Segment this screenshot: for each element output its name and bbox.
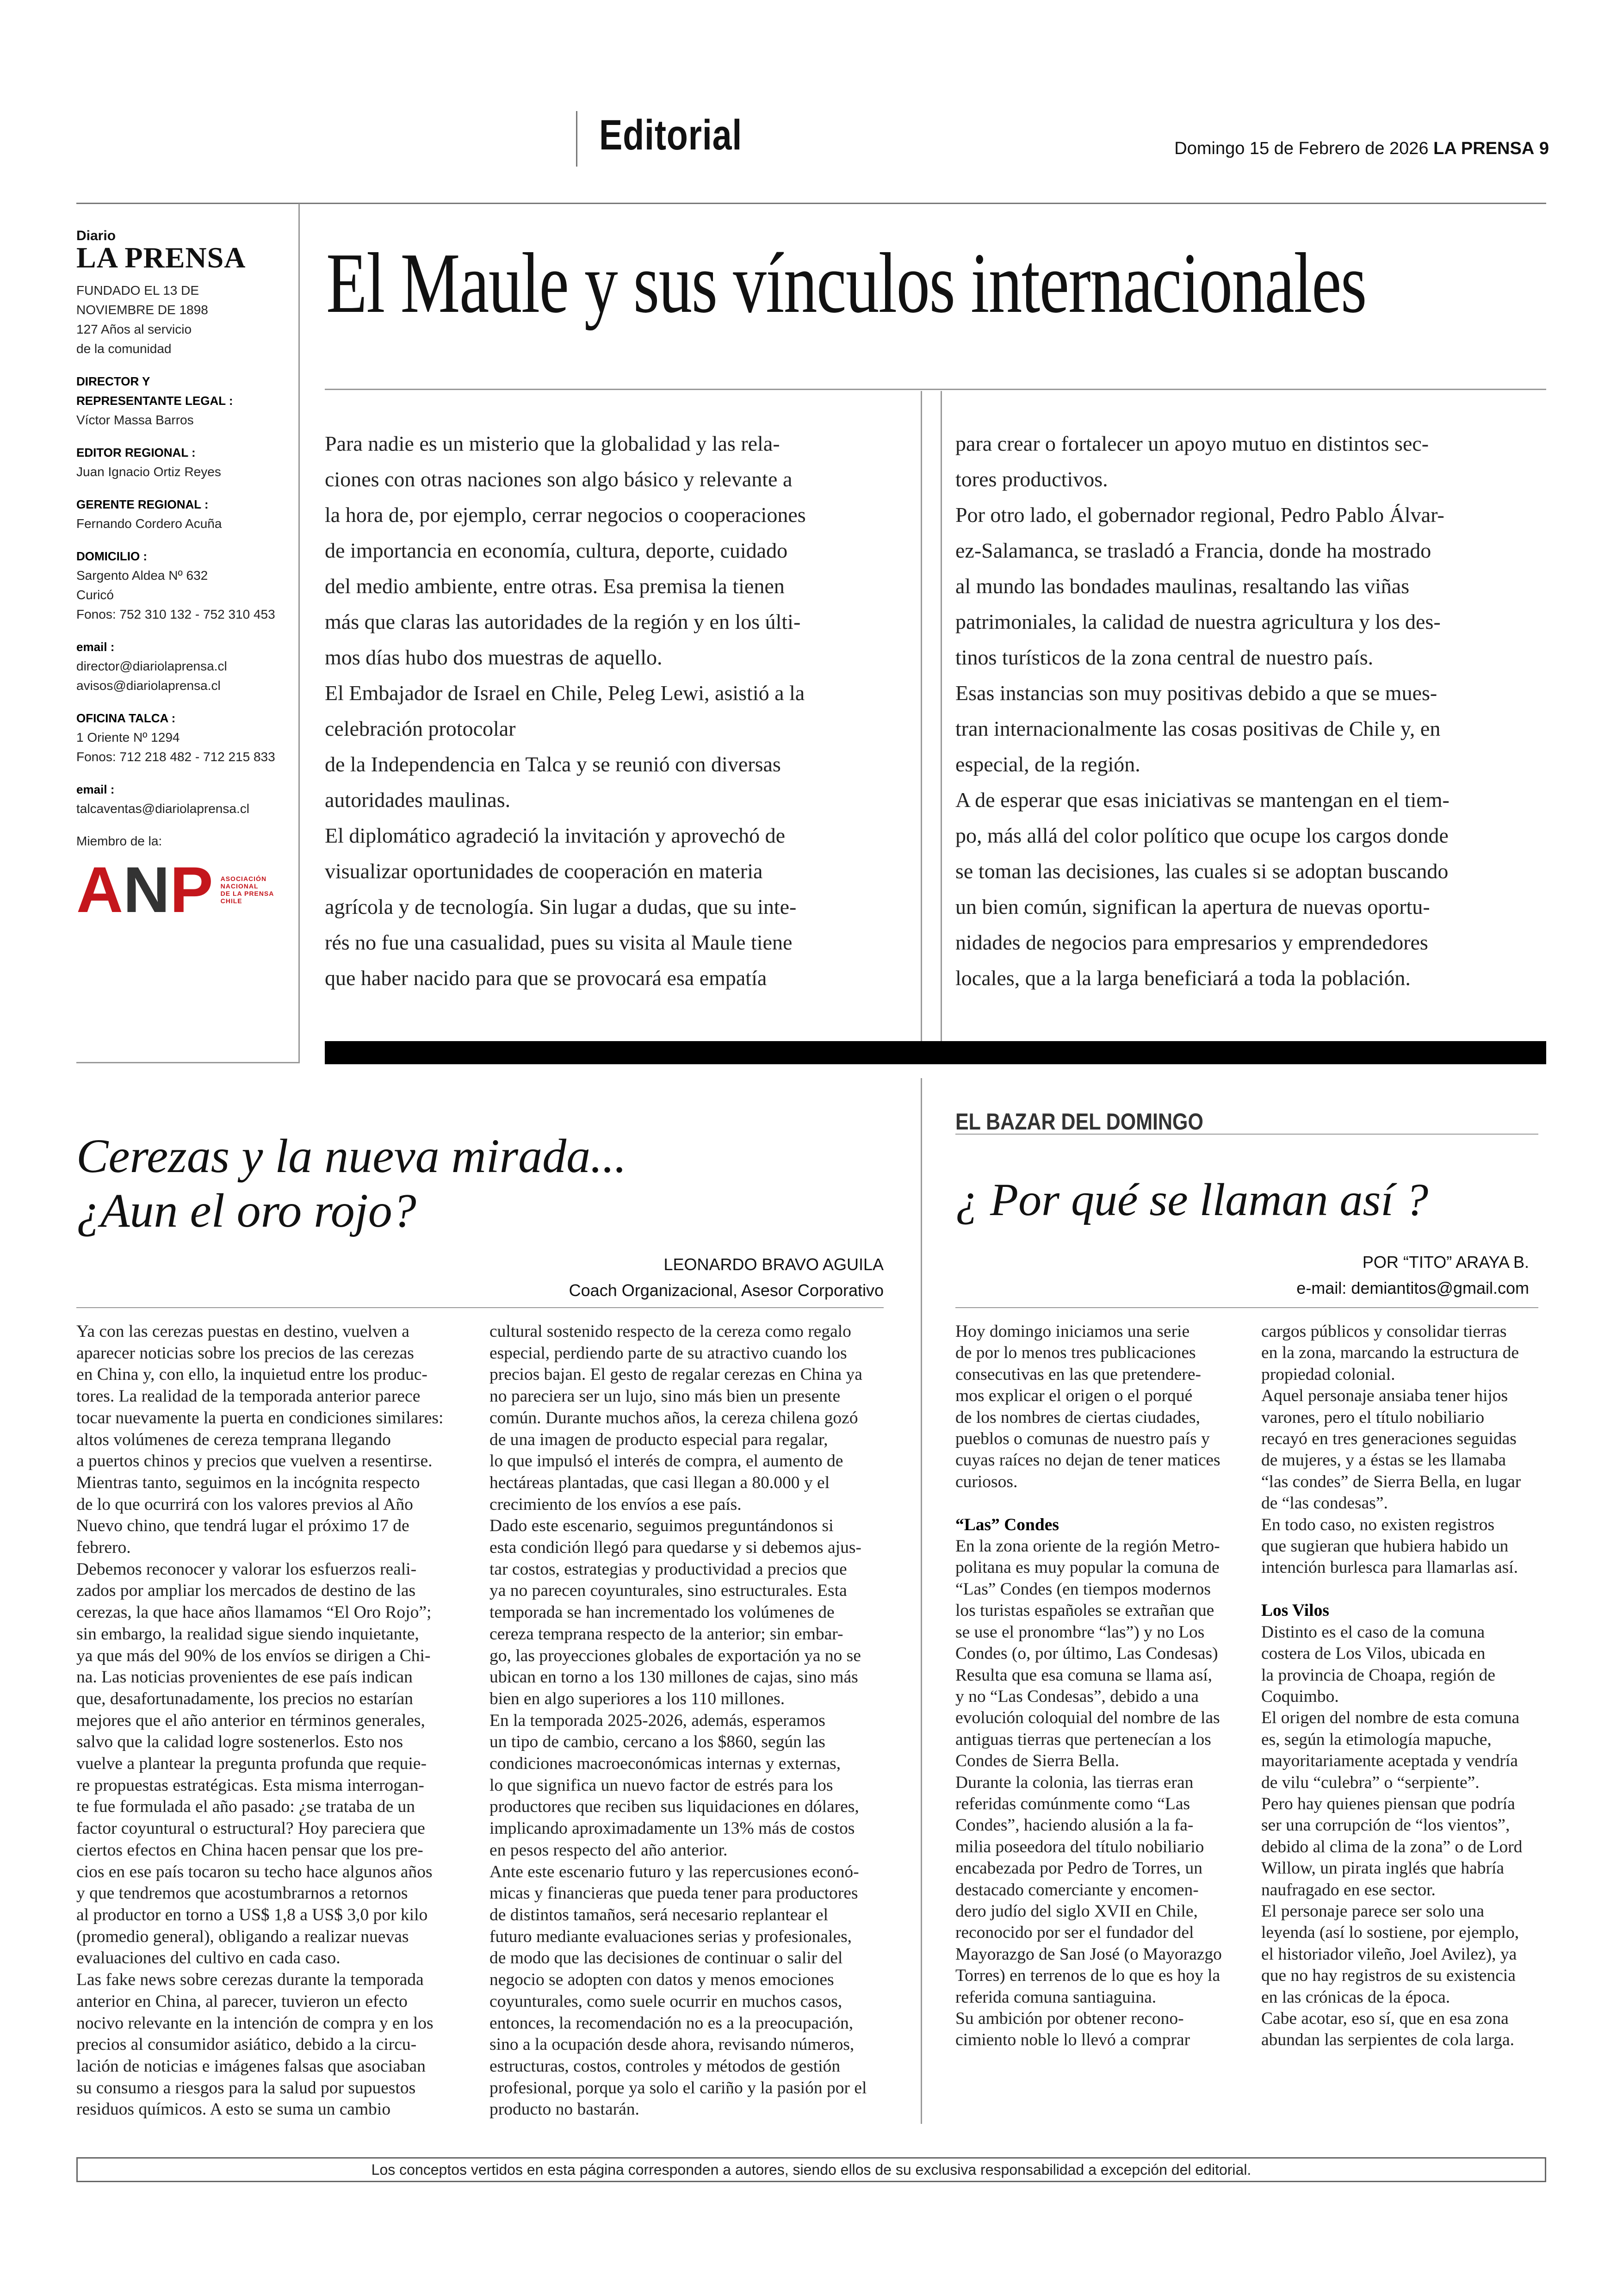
domicilio-line: Curicó (76, 588, 114, 602)
text-line: crecimiento de los envíos a ese país. (489, 1495, 742, 1514)
text-line: de los nombres de ciertas ciudades, (955, 1408, 1200, 1427)
text-line: en las crónicas de la época. (1261, 1987, 1450, 2007)
text-line: tar costos, estrategias y productividad a precios que (489, 1559, 847, 1579)
text-line: de mujeres, y a éstas se les llamaba (1261, 1451, 1506, 1470)
text-line: tores productivos. (955, 467, 1108, 491)
text-line: varones, pero el título nobiliario (1261, 1408, 1485, 1427)
text-line: cios en ese país tocaron su techo hace algunos años (76, 1862, 433, 1881)
text-line: autoridades maulinas. (325, 788, 511, 812)
domicilio-line: Sargento Aldea Nº 632 (76, 568, 208, 583)
text-line: especial, perdiendo parte de su atractivo cuando los (489, 1343, 847, 1363)
text-line: esta condición llegó para quedarse y si debemos ajus- (489, 1538, 861, 1558)
date: Domingo 15 de Febrero de 2026 (1174, 139, 1429, 158)
subheading: Los Vilos (1261, 1601, 1329, 1620)
text-line: Distinto es el caso de la comuna (1261, 1622, 1485, 1642)
text-line: su consumo a riesgos para la salud por supuestos (76, 2078, 416, 2097)
email-link[interactable]: avisos@diariolaprensa.cl (76, 678, 221, 693)
text-line: Coquimbo. (1261, 1687, 1339, 1706)
editorial-column-2 (955, 426, 1548, 996)
opinion-column-1 (76, 1321, 456, 2121)
text-line: ser una corrupción de “los vientos”, (1261, 1816, 1510, 1835)
text-line: te fue formulada el año pasado: ¿se trataba de un (76, 1797, 415, 1817)
text-line: temporada se han incrementado los volúmenes de (489, 1603, 835, 1622)
gerente-name: Fernando Cordero Acuña (76, 516, 222, 531)
domicilio-label: DOMICILIO : (76, 549, 148, 563)
text-line: altos volúmenes de cereza temprana llegando (76, 1430, 391, 1449)
text-line: agrícola y de tecnología. Sin lugar a dudas, que su inte- (325, 895, 797, 918)
text-line: En la temporada 2025-2026, además, esperamos (489, 1711, 825, 1730)
text-line: El origen del nombre de esta comuna (1261, 1708, 1520, 1728)
masthead-name: LA PRENSA (76, 241, 246, 274)
text-line: En la zona oriente de la región Metro- (955, 1537, 1220, 1556)
bazar-title: ¿ Por qué se llaman así ? (955, 1174, 1429, 1225)
founded-line: de la comunidad (76, 341, 172, 356)
text-line: tinos turísticos de la zona central de nuestro país. (955, 645, 1374, 669)
disclaimer-footer: Los conceptos vertidos en esta página corresponden a autores, siendo ellos de su exclusiva responsabilidad a excepción del editorial. (76, 2157, 1546, 2182)
editorial-title: El Maule y sus vínculos internacionales (326, 236, 1366, 331)
text-line: no pareciera ser un lujo, sino más bien un presente (489, 1387, 841, 1406)
text-line: ubican en torno a los 130 millones de cajas, sino más (489, 1668, 858, 1687)
opinion-title-line: Cerezas y la nueva mirada... (76, 1129, 627, 1183)
text-line: del medio ambiente, entre otras. Esa premisa la tienen (325, 574, 785, 598)
text-line: mejores que el año anterior en términos generales, (76, 1711, 425, 1730)
text-line: implicando aproximadamente un 13% más de costos (489, 1819, 855, 1838)
text-line: celebración protocolar (325, 717, 516, 740)
text-line: un tipo de cambio, cercano a los $860, según las (489, 1732, 825, 1752)
text-line: de por lo menos tres publicaciones (955, 1343, 1196, 1363)
text-line: consecutivas en las que pretendere- (955, 1365, 1202, 1384)
text-line: Su ambición por obtener recono- (955, 2009, 1184, 2028)
text-line: ya no parecen coyunturales, sino estructurales. Esta (489, 1581, 847, 1601)
text-line: el historiador vileño, Joel Avilez), ya (1261, 1944, 1517, 1964)
text-line: antiguas tierras que pertenecían a los (955, 1730, 1211, 1749)
text-line: Hoy domingo iniciamos una serie (955, 1322, 1190, 1341)
section-divider-bar (325, 1041, 1546, 1064)
text-line: Las fake news sobre cerezas durante la temporada (76, 1970, 424, 1990)
text-line: A de esperar que esas iniciativas se mantengan en el tiem- (955, 788, 1450, 812)
text-line: Para nadie es un misterio que la globalidad y las rela- (325, 432, 780, 455)
text-line: Resulta que esa comuna se llama así, (955, 1665, 1213, 1685)
masthead (76, 228, 289, 926)
text-line: de distintos tamaños, será necesario replantear el (489, 1905, 829, 1924)
opinion-title-line: ¿Aun el oro rojo? (76, 1184, 416, 1237)
text-line: que no hay registros de su existencia (1261, 1966, 1516, 1986)
text-line: ez-Salamanca, se trasladó a Francia, donde ha mostrado (955, 539, 1431, 562)
director-label: REPRESENTANTE LEGAL : (76, 394, 233, 408)
editor-name: Juan Ignacio Ortiz Reyes (76, 465, 221, 479)
text-line: El diplomático agradeció la invitación y aprovechó de (325, 824, 786, 847)
text-line: “Las” Condes (en tiempos modernos (955, 1579, 1211, 1599)
text-line: Torres) en terrenos de lo que es hoy la (955, 1966, 1220, 1986)
text-line: y no “Las Condesas”, debido a una (955, 1687, 1199, 1706)
opinion-column-2 (489, 1321, 869, 2121)
text-line: recayó en tres generaciones seguidas (1261, 1429, 1517, 1449)
opinion-author: LEONARDO BRAVO AGUILA (663, 1255, 884, 1274)
text-line: pueblos o comunas de nuestro país y (955, 1429, 1210, 1449)
text-line: Por otro lado, el gobernador regional, Pedro Pablo Álvar- (955, 503, 1444, 527)
text-line: hectáreas plantadas, que casi llegan a 80.000 y el (489, 1473, 830, 1492)
text-line: evolución coloquial del nombre de las (955, 1708, 1220, 1728)
opinion-author-role: Coach Organizacional, Asesor Corporativo (569, 1281, 884, 1300)
text-line: El Embajador de Israel en Chile, Peleg Lewi, asistió a la (325, 681, 805, 705)
talca-line: Fonos: 712 218 482 - 712 215 833 (76, 750, 275, 764)
text-line: cimiento noble lo llevó a comprar (955, 2030, 1190, 2050)
text-line: Nuevo chino, que tendrá lugar el próximo 17 de (76, 1516, 409, 1536)
text-line: locales, que a la larga beneficiará a toda la población. (955, 966, 1411, 990)
text-line: los turistas españoles se extrañan que (955, 1601, 1214, 1620)
text-line: ciertos efectos en China hacen pensar que los pre- (76, 1840, 423, 1860)
text-line: salvo que la calidad logre sostenerlos. Esto nos (76, 1732, 403, 1752)
page-info (1174, 139, 1549, 159)
text-line: Condes de Sierra Bella. (955, 1751, 1120, 1771)
text-line: micas y financieras que pueda tener para productores (489, 1884, 858, 1903)
text-line: En todo caso, no existen registros (1261, 1515, 1495, 1534)
text-line: Condes (o, por último, Las Condesas) (955, 1644, 1218, 1663)
text-line: la provincia de Choapa, región de (1261, 1665, 1496, 1685)
opinion-title (76, 1129, 863, 1238)
founded-line: NOVIEMBRE DE 1898 (76, 303, 208, 317)
talca-label: OFICINA TALCA : (76, 711, 176, 725)
text-line: negocio se adopten con datos y menos emociones (489, 1970, 834, 1990)
editor-label: EDITOR REGIONAL : (76, 446, 196, 459)
text-line: ya que más del 90% de los envíos se dirigen a Chi- (76, 1646, 431, 1665)
text-line: costera de Los Vilos, ubicada en (1261, 1644, 1486, 1663)
text-line: rés no fue una casualidad, pues su visita al Maule tiene (325, 931, 793, 954)
text-line: en pesos respecto del año anterior. (489, 1840, 728, 1860)
text-line: na. Las noticias provenientes de ese país indican (76, 1668, 413, 1687)
text-line: febrero. (76, 1538, 131, 1558)
text-line: intención burlesca para llamarlas así. (1261, 1558, 1518, 1577)
text-line: coyunturales, como suele ocurrir en muchos casos, (489, 1992, 842, 2011)
text-line: Durante la colonia, las tierras eran (955, 1773, 1194, 1792)
text-line: precios al consumidor asiático, debido a la circu- (76, 2035, 417, 2054)
text-line: referidas comúnmente como “Las (955, 1794, 1190, 1813)
text-line: cereza temprana respecto de la anterior; sin embar- (489, 1624, 843, 1644)
anp-logo-text: ASOCIACIÓN NACIONAL DE LA PRENSA CHILE (220, 875, 274, 905)
text-line: re propuestas estratégicas. Esta misma interrogan- (76, 1775, 424, 1795)
text-line: tores. La realidad de la temporada anterior parece (76, 1387, 421, 1406)
text-line: “las condes” de Sierra Bella, en lugar (1261, 1472, 1521, 1491)
text-line: ciones con otras naciones son algo básico y relevante a (325, 467, 793, 491)
text-line: para crear o fortalecer un apoyo mutuo en distintos sec- (955, 432, 1429, 455)
text-line: que haber nacido para que se provocará esa empatía (325, 966, 767, 990)
text-line: bien en algo superiores a los 110 millones. (489, 1689, 785, 1708)
director-label: DIRECTOR Y (76, 374, 150, 388)
text-line: dero judío del siglo XVII en Chile, (955, 1901, 1198, 1921)
email-label: email : (76, 782, 115, 796)
domicilio-line: Fonos: 752 310 132 - 752 310 453 (76, 607, 275, 621)
text-line: Cabe acotar, eso sí, que en esa zona (1261, 2009, 1509, 2028)
text-line: lo que impulsó el interés de compra, el aumento de (489, 1452, 843, 1471)
text-line: Condes”, haciendo alusión a la fa- (955, 1816, 1194, 1835)
text-line: factor coyuntural o estructural? Hoy pareciera que (76, 1819, 425, 1838)
text-line: referida comuna santiaguina. (955, 1987, 1157, 2007)
text-line: producto no bastarán. (489, 2100, 639, 2119)
text-line: curiosos. (955, 1472, 1018, 1491)
text-line: profesional, porque ya solo el cariño y la pasión por el (489, 2078, 867, 2097)
text-line: destacado comerciante y encomen- (955, 1880, 1199, 1899)
text-line: la hora de, por ejemplo, cerrar negocios o cooperaciones (325, 503, 806, 527)
text-line: al productor en torno a US$ 1,8 a US$ 3,0 por kilo (76, 1905, 428, 1924)
text-line: futuro mediante evaluaciones serias y profesionales, (489, 1927, 852, 1946)
text-line: cerezas, la que hace años llamamos “El Oro Rojo”; (76, 1603, 432, 1622)
text-line: tran internacionalmente las cosas positivas de Chile y, en (955, 717, 1441, 740)
founded-info (76, 281, 289, 851)
text-line: (promedio general), obligando a realizar nuevas (76, 1927, 409, 1946)
bazar-column-1 (955, 1321, 1251, 2051)
subheading: “Las” Condes (955, 1515, 1059, 1534)
director-name: Víctor Massa Barros (76, 413, 194, 427)
page-number: 9 (1539, 139, 1549, 158)
text-line: Aquel personaje ansiaba tener hijos (1261, 1386, 1508, 1406)
founded-line: 127 Años al servicio (76, 322, 192, 336)
text-line: cultural sostenido respecto de la cereza como regalo (489, 1322, 851, 1341)
text-line: mos explicar el origen o el porqué (955, 1386, 1193, 1406)
editorial-column-1 (325, 426, 917, 996)
text-line: especial, de la región. (955, 752, 1140, 776)
talca-line: 1 Oriente Nº 1294 (76, 730, 180, 745)
text-line: evaluaciones del cultivo en cada caso. (76, 1948, 341, 1968)
text-line: Esas instancias son muy positivas debido a que se mues- (955, 681, 1437, 705)
text-line: Willow, un pirata inglés que habría (1261, 1859, 1505, 1878)
text-line: Pero hay quienes piensan que podría (1261, 1794, 1515, 1813)
text-line: de lo que ocurrirá con los valores previos al Año (76, 1495, 413, 1514)
text-line: común. Durante muchos años, la cereza chilena gozó (489, 1408, 858, 1427)
text-line: naufragado en ese sector. (1261, 1880, 1436, 1899)
email-link[interactable]: director@diariolaprensa.cl (76, 659, 227, 673)
masthead-diario: Diario (76, 228, 116, 243)
text-line: reconocido por ser el fundador del (955, 1923, 1194, 1942)
text-line: Mientras tanto, seguimos en la incógnita respecto (76, 1473, 420, 1492)
text-line: residuos químicos. A esto se suma un cambio (76, 2100, 391, 2119)
text-line: de modo que las decisiones de continuar o salir del (489, 1948, 843, 1968)
anp-logo-mark: A N P (76, 853, 213, 926)
member-label: Miembro de la: (76, 834, 162, 848)
text-line: que, desafortunadamente, los precios no estarían (76, 1689, 413, 1708)
paper-name: LA PRENSA (1433, 139, 1535, 158)
text-line: más que claras las autoridades de la región y en los últi- (325, 610, 801, 633)
text-line: Ya con las cerezas puestas en destino, vuelven a (76, 1322, 409, 1341)
text-line: patrimoniales, la calidad de nuestra agricultura y los des- (955, 610, 1441, 633)
text-line: abundan las serpientes de cola larga. (1261, 2030, 1515, 2050)
text-line (955, 1493, 1251, 1514)
text-line: propiedad colonial. (1261, 1365, 1395, 1384)
founded-line: FUNDADO EL 13 DE (76, 283, 199, 298)
text-line: lo que significa un nuevo factor de estrés para los (489, 1775, 833, 1795)
text-line: en China y, con ello, la inquietud entre los produc- (76, 1365, 427, 1384)
text-line: visualizar oportunidades de cooperación en materia (325, 859, 763, 883)
bazar-column-2 (1261, 1321, 1557, 2051)
text-line: es, según la etimología mapuche, (1261, 1730, 1492, 1749)
text-line: de importancia en economía, cultura, deporte, cuidado (325, 539, 788, 562)
text-line: nocivo relevante en la intención de compra y en los (76, 2013, 434, 2033)
text-line: un bien común, significan la apertura de nuevas oportu- (955, 895, 1430, 918)
text-line: cargos públicos y consolidar tierras (1261, 1322, 1507, 1341)
text-line: zados por ampliar los mercados de destino de las (76, 1581, 416, 1601)
text-line: tocar nuevamente la puerta en condiciones similares: (76, 1408, 444, 1427)
text-line: Debemos reconocer y valorar los esfuerzos reali- (76, 1559, 417, 1579)
gerente-label: GERENTE REGIONAL : (76, 497, 209, 511)
text-line: en la zona, marcando la estructura de (1261, 1343, 1519, 1363)
text-line: lación de noticias e imágenes falsas que asociaban (76, 2056, 426, 2076)
text-line: Ante este escenario futuro y las repercusiones econó- (489, 1862, 859, 1881)
text-line: politana es muy popular la comuna de (955, 1558, 1220, 1577)
text-line: aparecer noticias sobre los precios de las cerezas (76, 1343, 414, 1363)
text-line: se use el pronombre “las”) y no Los (955, 1622, 1205, 1642)
text-line: mos días hubo dos muestras de aquello. (325, 645, 663, 669)
anp-logo (76, 853, 289, 926)
text-line: go, las proyecciones globales de exportación ya no se (489, 1646, 861, 1665)
text-line: vuelve a plantear la pregunta profunda que requie- (76, 1754, 427, 1774)
text-line: de la Independencia en Talca y se reunió con diversas (325, 752, 781, 776)
text-line: se toman las decisiones, las cuales si se adoptan buscando (955, 859, 1449, 883)
bazar-email[interactable]: e-mail: demiantitos@gmail.com (1296, 1278, 1529, 1297)
text-line: sino a la ocupación desde ahora, revisando números, (489, 2035, 855, 2054)
bazar-byline (1296, 1249, 1529, 1301)
text-line: condiciones macroeconómicas internas y externas, (489, 1754, 841, 1774)
opinion-byline (569, 1252, 884, 1303)
text-line: po, más allá del color político que ocupe los cargos donde (955, 824, 1449, 847)
text-line: encabezada por Pedro de Torres, un (955, 1859, 1202, 1878)
text-line: de “las condesas”. (1261, 1494, 1388, 1513)
bazar-kicker: EL BAZAR DEL DOMINGO (955, 1109, 1203, 1135)
text-line: que sugieran que hubiera habido un (1261, 1537, 1509, 1556)
text-line: mayoritariamente aceptada y vendría (1261, 1751, 1518, 1771)
text-line: entonces, la recomendación no es a la preocupación, (489, 2013, 854, 2033)
bazar-author: POR “TITO” ARAYA B. (1362, 1253, 1529, 1272)
text-line: sin embargo, la realidad sigue siendo inquietante, (76, 1624, 419, 1644)
text-line: y que tendremos que acostumbrarnos a retornos (76, 1884, 408, 1903)
text-line: milia poseedora del título nobiliario (955, 1837, 1204, 1856)
text-line: nidades de negocios para empresarios y emprendedores (955, 931, 1428, 954)
text-line: a puertos chinos y precios que vuelven a resentirse. (76, 1452, 433, 1471)
text-line: estructuras, costos, controles y métodos de gestión (489, 2056, 841, 2076)
text-line: al mundo las bondades maulinas, resaltando las viñas (955, 574, 1410, 598)
text-line: Dado este escenario, seguimos preguntándonos si (489, 1516, 834, 1536)
text-line: precios bajan. El gesto de regalar cerezas en China ya (489, 1365, 862, 1384)
text-line: de una imagen de producto especial para regalar, (489, 1430, 828, 1449)
section-title: Editorial (599, 112, 743, 159)
email-label: email : (76, 640, 115, 654)
text-line: Mayorazgo de San José (o Mayorazgo (955, 1944, 1222, 1964)
email-link[interactable]: talcaventas@diariolaprensa.cl (76, 801, 249, 816)
text-line: leyenda (así lo sostiene, por ejemplo, (1261, 1923, 1519, 1942)
text-line: de vilu “culebra” o “serpiente”. (1261, 1773, 1480, 1792)
text-line: productores que reciben sus liquidaciones en dólares, (489, 1797, 859, 1817)
text-line: anterior en China, al parecer, tuvieron un efecto (76, 1992, 408, 2011)
text-line: debido al clima de la zona” o de Lord (1261, 1837, 1523, 1856)
text-line: cuyas raíces no dejan de tener matices (955, 1451, 1220, 1470)
text-line: El personaje parece ser solo una (1261, 1901, 1485, 1921)
text-line (1261, 1579, 1557, 1600)
